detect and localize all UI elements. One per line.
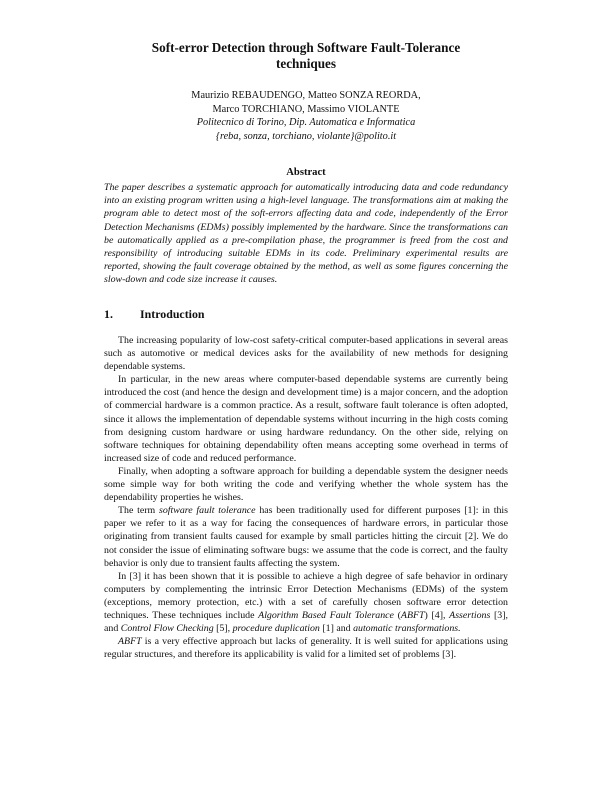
p4-text-b: has been traditionally used for different purposes [1]: in this paper we refer to it as a way for facing the consequences of hardware errors, in particular those originating from transient faults caused for example by small particles hitting the circuit [2]. We do not consider the issue of eliminating software bugs: we assume that the code is correct, and the faulty behavior is only due to transient faults affecting the system.	[104, 505, 508, 569]
section-number: 1.	[104, 307, 113, 321]
paragraph-2: In particular, in the new areas where computer-based dependable systems are currently being introduced the cost (and hence the design and development time) is a major concern, and the adoption of commercial hardware is a common practice. As a result, software fault tolerance is often adopted, since it allows the implementation of dependable systems without incurring in the high costs coming from designing custom hardware or using hardware redundancy. On the other side, relying on software techniques for obtaining dependability often means accepting some overhead in terms of increased size of code and reduced performance.	[104, 374, 508, 464]
paragraph-6	[104, 635, 508, 661]
section-heading	[104, 307, 508, 322]
p5-emphasis-5: procedure duplication	[232, 623, 320, 635]
p6-emphasis: ABFT	[118, 636, 142, 648]
p4-emphasis: software fault tolerance	[158, 505, 256, 517]
title-line-1: Soft-error Detection through Software Fault-Tolerance	[151, 40, 461, 55]
p6-text-a: is a very effective approach but lacks of generality. It is well suited for applications using regular structures, and therefore its applicability is valid for a limited set of problems [3].	[104, 636, 508, 661]
p5-emphasis-4: Control Flow Checking	[120, 623, 214, 635]
paragraph-4	[104, 504, 508, 569]
p5-emphasis-6: automatic transformations.	[353, 623, 461, 635]
p5-text-a: In [3] it has been shown that it is possible to achieve a high degree of safe behavior in ordinary computers by complementing the intrinsic Error Detection Mechanisms (EDMs) of the system (exceptions, memory protection, etc.) with a set of carefully chosen software error detection techniques. These techniques include	[104, 570, 508, 621]
author-block	[60, 89, 552, 143]
section-title: Introduction	[140, 307, 205, 321]
paragraph-5	[104, 570, 508, 635]
affiliation: Politecnico di Torino, Dip. Automatica e Informatica	[196, 117, 416, 129]
body-text	[104, 334, 508, 661]
p5-text-f: [1] and	[319, 623, 354, 635]
paragraph-1: The increasing popularity of low-cost safety-critical computer-based applications in several areas such as automotive or medical devices asks for the availability of new methods for designing dependable systems.	[104, 335, 508, 373]
email-address: {reba, sonza, torchiano, violante}@polito.it	[215, 130, 397, 142]
title-line-2: techniques	[275, 56, 337, 71]
p5-text-d: [3], and	[104, 609, 508, 635]
p5-emphasis-2: ABFT	[400, 609, 425, 621]
p5-text-b: (	[393, 609, 401, 621]
authors-line-2: Marco TORCHIANO, Massimo VIOLANTE	[212, 103, 400, 115]
abstract-heading: Abstract	[286, 167, 326, 178]
p4-text-a: The term	[118, 505, 159, 517]
p5-text-e: [5],	[213, 623, 233, 635]
abstract-text: The paper describes a systematic approach for automatically introducing data and code redundancy into an existing program written using a high-level language. The transformations aim at making the program able to detect most of the soft-errors affecting data and code, independently of the Error Detection Mechanisms (EDMs) possibly implemented by the hardware. Since the transformations can be automatically applied as a pre-compilation phase, the programmer is freed from the cost and responsibility of introducing suitable EDMs in its code. Preliminary experimental results are reported, showing the fault coverage obtained by the method, as well as some figures concerning the slow-down and code size increase it causes.	[104, 182, 508, 286]
authors-line-1: Maurizio REBAUDENGO, Matteo SONZA REORDA,	[191, 90, 421, 101]
paper-title	[60, 40, 552, 72]
p5-emphasis-1: Algorithm Based Fault Tolerance	[258, 609, 394, 621]
p5-emphasis-3: Assertions	[449, 609, 491, 621]
paragraph-3: Finally, when adopting a software approach for building a dependable system the designer needs some simple way for both writing the code and verifying whether the whole system has the dependability properties he wishes.	[104, 465, 508, 504]
p5-text-c: ) [4],	[424, 609, 450, 621]
